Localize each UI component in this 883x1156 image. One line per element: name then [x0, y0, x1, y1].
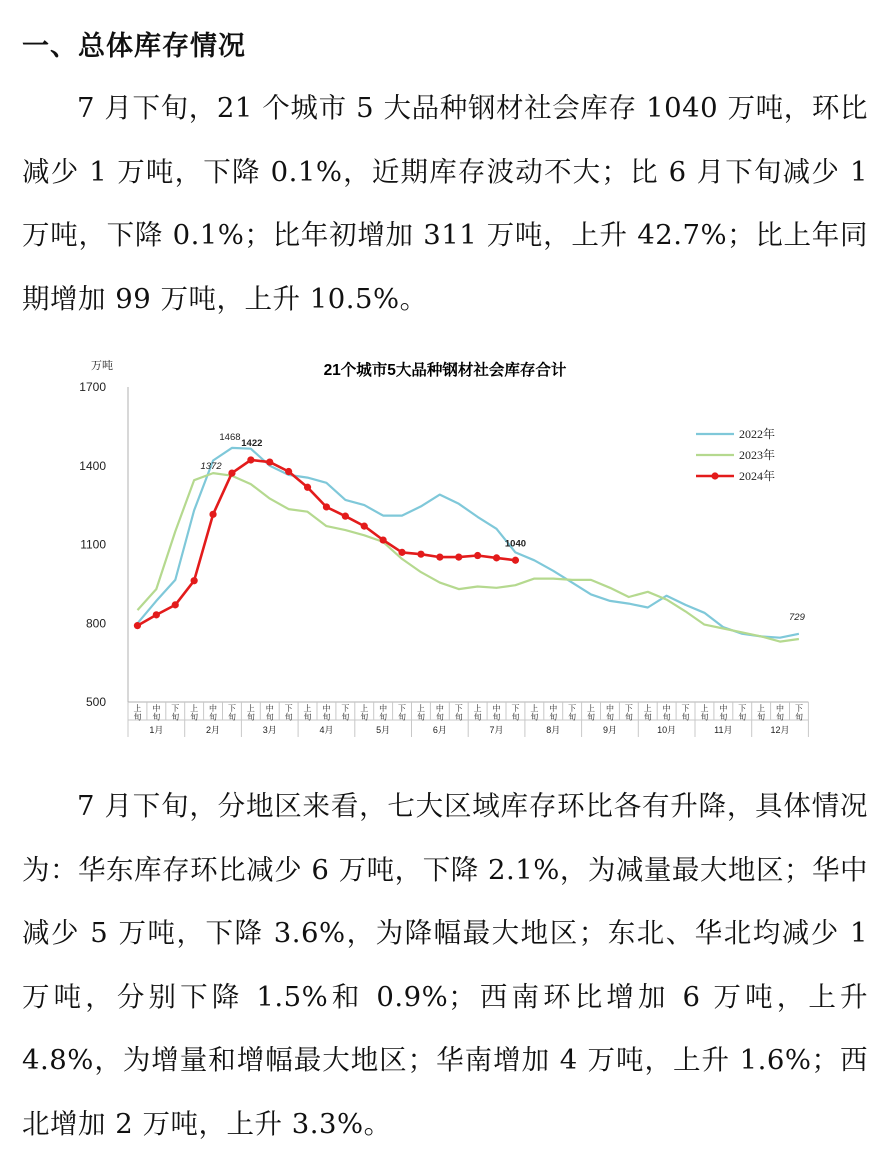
legend-label: 2022年 — [739, 427, 776, 441]
series-point — [361, 523, 368, 530]
series-point — [436, 554, 443, 561]
series-point — [455, 554, 462, 561]
x-tick-label: 上旬 — [246, 704, 255, 722]
series-point — [512, 557, 519, 564]
x-tick-label: 下旬 — [398, 704, 407, 722]
x-tick-label: 中旬 — [379, 704, 388, 722]
x-tick-label: 中旬 — [322, 704, 331, 722]
series-point — [474, 552, 481, 559]
month-label: 8月 — [546, 725, 561, 735]
x-tick-label: 中旬 — [209, 704, 218, 722]
x-tick-label: 中旬 — [776, 704, 785, 722]
x-tick-label: 中旬 — [719, 704, 728, 722]
annotations — [200, 432, 805, 623]
y-tick-labels — [79, 380, 106, 709]
legend-marker — [711, 472, 718, 479]
data-label: 1040 — [504, 538, 527, 550]
month-label: 3月 — [262, 725, 277, 735]
x-tick-label: 中旬 — [549, 704, 558, 722]
x-tick-label: 下旬 — [681, 704, 690, 722]
series-line-2 — [138, 460, 516, 626]
x-tick-label: 下旬 — [738, 704, 747, 722]
summary-paragraph: 7 月下旬，21 个城市 5 大品种钢材社会库存 1040 万吨，环比减少 1 万吨，下降 0.1%，近期库存波动不大；比 6 月下旬减少 1 万吨，下降 0.1%；比年初增加 311 万吨，上升 42.7%；比上年同期增加 99 万吨，上升 10.5%。 — [22, 92, 868, 315]
x-tick-label: 上旬 — [587, 704, 596, 722]
chart-legend — [696, 426, 775, 483]
x-tick-label: 下旬 — [227, 704, 236, 722]
series-point — [304, 484, 311, 491]
series-point — [247, 456, 254, 463]
x-tick-label: 上旬 — [473, 704, 482, 722]
legend-label: 2024年 — [739, 469, 776, 483]
data-label: 1422 — [241, 437, 263, 449]
x-tick-label: 上旬 — [190, 704, 199, 722]
legend-label: 2023年 — [739, 448, 776, 462]
series-point — [153, 611, 160, 618]
regional-paragraph: 7 月下旬，分地区来看，七大区域库存环比各有升降，具体情况为：华东库存环比减少 6 万吨，下降 2.1%，为减量最大地区；华中减少 5 万吨，下降 3.6%，为降幅最大地区；东北、华北均减少 1 万吨，分别下降 1.5%和 0.9%；西南环比增加 6 万吨，上升 4.8%，为增量和增幅最大地区；华南增加 4 万吨，上升 1.6%；西北增加 2 万吨，上升 3.3%。 — [22, 790, 868, 1140]
month-label: 9月 — [602, 725, 617, 735]
series-point — [285, 468, 292, 475]
month-label: 11月 — [714, 725, 733, 735]
month-label: 2月 — [206, 725, 221, 735]
x-tick-label: 上旬 — [133, 704, 142, 722]
data-label: 1468 — [219, 431, 241, 443]
x-tick-label: 中旬 — [435, 704, 444, 722]
x-tick-label: 下旬 — [454, 704, 463, 722]
y-tick-label: 1100 — [80, 537, 106, 552]
month-label: 10月 — [657, 725, 677, 735]
series-point — [380, 536, 387, 543]
y-tick-label: 1400 — [79, 458, 106, 473]
x-tick-label: 上旬 — [416, 704, 425, 722]
series-point — [266, 458, 273, 465]
x-tick-label: 下旬 — [341, 704, 350, 722]
x-tick-label: 中旬 — [662, 704, 671, 722]
data-label: 729 — [789, 611, 805, 623]
data-label: 1372 — [200, 461, 222, 473]
month-label: 1月 — [149, 725, 164, 735]
series-point — [228, 470, 235, 477]
series-point — [209, 511, 216, 518]
x-tick-label: 上旬 — [643, 704, 652, 722]
chart-title: 21个城市5大品种钢材社会库存合计 — [323, 362, 567, 379]
series-point — [172, 601, 179, 608]
x-tick-label: 上旬 — [303, 704, 312, 722]
y-axis-unit-label: 万吨 — [91, 360, 113, 372]
section-heading: 一、总体库存情况 — [22, 31, 246, 62]
x-tick-label: 上旬 — [360, 704, 369, 722]
x-tick-label: 下旬 — [284, 704, 293, 722]
y-tick-label: 500 — [85, 695, 106, 709]
series-point — [191, 577, 198, 584]
chart-svg — [50, 345, 820, 745]
x-tick-label: 下旬 — [171, 704, 180, 722]
month-label: 12月 — [770, 725, 790, 735]
month-label: 7月 — [489, 725, 504, 735]
series-point — [398, 549, 405, 556]
month-label: 6月 — [432, 725, 447, 735]
x-tick-label: 上旬 — [700, 704, 709, 722]
x-tick-label: 下旬 — [511, 704, 520, 722]
x-axis — [128, 702, 808, 737]
x-tick-label: 下旬 — [794, 704, 803, 722]
series-point — [134, 622, 141, 629]
y-tick-label: 800 — [85, 616, 106, 631]
x-tick-label: 上旬 — [757, 704, 766, 722]
x-tick-label: 中旬 — [605, 704, 614, 722]
x-tick-label: 中旬 — [265, 704, 274, 722]
series-point — [323, 503, 330, 510]
x-tick-label: 上旬 — [530, 704, 539, 722]
series-point — [342, 513, 349, 520]
series-point — [417, 551, 424, 558]
x-tick-label: 中旬 — [492, 704, 501, 722]
inventory-line-chart — [50, 345, 820, 745]
x-tick-label: 下旬 — [568, 704, 577, 722]
x-tick-label: 下旬 — [624, 704, 633, 722]
x-tick-label: 中旬 — [152, 704, 161, 722]
series-point — [493, 554, 500, 561]
y-tick-label: 1700 — [79, 380, 106, 394]
month-label: 5月 — [376, 725, 391, 735]
month-label: 4月 — [319, 725, 334, 735]
